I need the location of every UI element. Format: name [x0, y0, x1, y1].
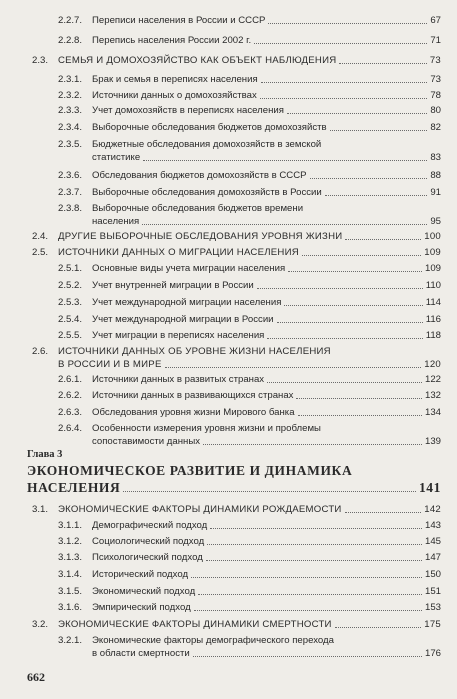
- section-title: [92, 585, 441, 598]
- section-title-last-line: [92, 215, 441, 228]
- section-title-line: в области смертности: [92, 648, 190, 659]
- page-number: 134: [424, 407, 441, 418]
- section-title: [92, 121, 441, 134]
- section-title-last-line: [92, 151, 441, 164]
- section-title: [92, 202, 441, 228]
- section-title-last-line: [92, 601, 441, 614]
- section-title-last-line: [92, 568, 441, 581]
- section-number: 2.5.: [32, 247, 49, 258]
- page-number: 73: [429, 55, 441, 66]
- section-title-line: статистике: [92, 152, 141, 163]
- dot-leader: [287, 113, 427, 114]
- section-title: [92, 186, 441, 199]
- page-number: 153: [424, 602, 441, 613]
- section-title-line: Бюджетные обследования домохозяйств в земской: [92, 139, 322, 150]
- dot-leader: [277, 322, 423, 323]
- dot-leader: [210, 528, 422, 529]
- section-title: [92, 601, 441, 614]
- section-title-last-line: [92, 329, 441, 342]
- dot-leader: [191, 577, 422, 578]
- section-title-line: Экономический подход: [92, 586, 196, 597]
- dot-leader: [267, 338, 422, 339]
- section-title-last-line: [92, 89, 441, 102]
- section-title-line: Обследования бюджетов домохозяйств в СССР: [92, 170, 307, 181]
- section-number: 3.1.2.: [58, 536, 83, 547]
- page-number: 67: [430, 15, 441, 26]
- page-number: 139: [424, 436, 441, 447]
- section-number: 2.5.2.: [58, 280, 83, 291]
- section-title-line: ЭКОНОМИЧЕСКИЕ ФАКТОРЫ ДИНАМИКИ РОЖДАЕМОСТИ: [58, 504, 342, 515]
- section-title-last-line: [92, 535, 441, 548]
- dot-leader: [310, 178, 428, 179]
- section-number: 3.2.1.: [58, 635, 83, 646]
- section-title: [92, 634, 441, 660]
- dot-leader: [302, 255, 421, 256]
- section-title-line: Социологический подход: [92, 536, 205, 547]
- section-number: 2.3.: [32, 55, 49, 66]
- page-number: 143: [424, 520, 441, 531]
- section-number: 3.1.6.: [58, 602, 83, 613]
- section-title-line: ДРУГИЕ ВЫБОРОЧНЫЕ ОБСЛЕДОВАНИЯ УРОВНЯ ЖИЗНИ: [58, 231, 343, 242]
- section-number: 3.1.: [32, 504, 49, 515]
- section-number: 2.3.2.: [58, 90, 83, 101]
- section-number: 2.2.7.: [58, 15, 83, 26]
- section-title-last-line: [92, 389, 441, 402]
- page-number: 71: [430, 35, 441, 46]
- section-title: [92, 329, 441, 342]
- page-number: 95: [430, 216, 441, 227]
- section-title-last-line: [58, 503, 441, 516]
- dot-leader: [257, 288, 423, 289]
- section-title-line: Основные виды учета миграции населения: [92, 263, 286, 274]
- section-number: 2.5.3.: [58, 297, 83, 308]
- section-title: [58, 618, 441, 631]
- section-title-line: Психологический подход: [92, 552, 203, 563]
- dot-leader: [345, 239, 421, 240]
- section-title-last-line: [92, 186, 441, 199]
- page-number: 83: [430, 152, 441, 163]
- section-title-line: Учет домохозяйств в переписях населения: [92, 105, 284, 116]
- dot-leader: [267, 382, 422, 383]
- section-title-line: Выборочные обследования домохозяйств в России: [92, 187, 322, 198]
- section-title-last-line: [58, 54, 441, 67]
- section-number: 2.6.3.: [58, 407, 83, 418]
- section-title-line: Учет международной миграции в России: [92, 314, 274, 325]
- chapter-page-number: 141: [418, 480, 441, 495]
- section-number: 2.6.1.: [58, 374, 83, 385]
- section-title-last-line: [92, 121, 441, 134]
- dot-leader: [194, 610, 422, 611]
- section-title: [58, 503, 441, 516]
- dot-leader: [260, 98, 428, 99]
- page-number: 118: [425, 330, 441, 341]
- page-number: 142: [424, 504, 441, 515]
- page-number: 78: [430, 90, 441, 101]
- dot-leader: [335, 627, 422, 628]
- section-number: 2.3.1.: [58, 74, 83, 85]
- page-number: 132: [424, 390, 441, 401]
- section-title-last-line: [92, 435, 441, 448]
- page-number: 176: [424, 648, 441, 659]
- section-title-line: Перепись населения России 2002 г.: [92, 35, 252, 46]
- section-title: [92, 313, 441, 326]
- section-title-line: Переписи населения в России и СССР: [92, 15, 266, 26]
- section-number: 2.3.3.: [58, 105, 83, 116]
- page-number: 114: [425, 297, 441, 308]
- section-title-last-line: [58, 230, 441, 243]
- dot-leader: [339, 63, 426, 64]
- section-title-last-line: [92, 519, 441, 532]
- section-title-line: ИСТОЧНИКИ ДАННЫХ ОБ УРОВНЕ ЖИЗНИ НАСЕЛЕНИЯ: [58, 346, 331, 357]
- section-number: 3.1.3.: [58, 552, 83, 563]
- section-title-line: Учет миграции в переписях населения: [92, 330, 265, 341]
- page-number: 116: [425, 314, 441, 325]
- dot-leader: [325, 195, 428, 196]
- section-title: [92, 296, 441, 309]
- section-title-line: В РОССИИ И В МИРЕ: [58, 359, 162, 370]
- section-title: [92, 138, 441, 164]
- page-number: 109: [424, 247, 441, 258]
- section-title: [92, 519, 441, 532]
- section-title-line: Выборочные обследования бюджетов домохозяйств: [92, 122, 327, 133]
- dot-leader: [206, 560, 422, 561]
- dot-leader: [330, 130, 428, 131]
- section-number: 2.6.2.: [58, 390, 83, 401]
- dot-leader: [143, 160, 427, 161]
- dot-leader: [261, 82, 428, 83]
- section-number: 3.1.4.: [58, 569, 83, 580]
- section-title-line: Особенности измерения уровня жизни и проблемы: [92, 423, 321, 434]
- page-number: 110: [425, 280, 441, 291]
- section-title-line: Выборочные обследования бюджетов времени: [92, 203, 304, 214]
- section-number: 2.6.4.: [58, 423, 83, 434]
- section-title-last-line: [92, 14, 441, 27]
- section-title: [92, 89, 441, 102]
- section-title-line: Учет внутренней миграции в России: [92, 280, 254, 291]
- section-title-line: Источники данных о домохозяйствах: [92, 90, 257, 101]
- dot-leader: [123, 491, 416, 492]
- section-title-last-line: [92, 313, 441, 326]
- section-title: [92, 279, 441, 292]
- page-number: 73: [430, 74, 441, 85]
- chapter-title-line-1: ЭКОНОМИЧЕСКОЕ РАЗВИТИЕ И ДИНАМИКА: [27, 463, 353, 478]
- section-number: 2.5.1.: [58, 263, 83, 274]
- section-title-last-line: [92, 296, 441, 309]
- section-title-line: населения: [92, 216, 140, 227]
- section-title-last-line: [58, 246, 441, 259]
- section-title-last-line: [92, 373, 441, 386]
- section-title: [92, 389, 441, 402]
- section-number: 2.5.5.: [58, 330, 83, 341]
- section-number: 3.1.1.: [58, 520, 83, 531]
- dot-leader: [345, 512, 422, 513]
- section-title-last-line: [92, 262, 441, 275]
- section-title: [92, 73, 441, 86]
- section-title-last-line: [92, 279, 441, 292]
- dot-leader: [298, 415, 422, 416]
- section-title-line: Источники данных в развитых странах: [92, 374, 265, 385]
- section-title-line: Брак и семья в переписях населения: [92, 74, 258, 85]
- dot-leader: [268, 23, 427, 24]
- section-title: [92, 406, 441, 419]
- section-number: 2.3.8.: [58, 203, 83, 214]
- chapter-title-last-line: [27, 479, 441, 496]
- dot-leader: [203, 444, 422, 445]
- dot-leader: [284, 305, 422, 306]
- section-title-line: Исторический подход: [92, 569, 189, 580]
- dot-leader: [193, 656, 422, 657]
- section-title-last-line: [58, 618, 441, 631]
- section-title: [92, 14, 441, 27]
- page-number: 80: [430, 105, 441, 116]
- page-number: 175: [424, 619, 441, 630]
- section-title: [92, 373, 441, 386]
- section-number: 2.3.7.: [58, 187, 83, 198]
- section-number: 2.3.4.: [58, 122, 83, 133]
- section-title-line: сопоставимости данных: [92, 436, 201, 447]
- section-title-line: СЕМЬЯ И ДОМОХОЗЯЙСТВО КАК ОБЪЕКТ НАБЛЮДЕНИЯ: [58, 55, 337, 66]
- dot-leader: [254, 43, 427, 44]
- page-number: 120: [424, 359, 441, 370]
- section-title-last-line: [92, 169, 441, 182]
- dot-leader: [198, 594, 422, 595]
- section-title: [58, 230, 441, 243]
- section-number: 2.3.6.: [58, 170, 83, 181]
- section-title: [92, 262, 441, 275]
- dot-leader: [207, 544, 422, 545]
- section-number: 3.1.5.: [58, 586, 83, 597]
- section-title-line: Источники данных в развивающихся странах: [92, 390, 294, 401]
- section-title-last-line: [92, 551, 441, 564]
- page-number: 109: [424, 263, 441, 274]
- page-number: 88: [430, 170, 441, 181]
- section-title: [92, 535, 441, 548]
- section-title: [58, 246, 441, 259]
- section-number: 3.2.: [32, 619, 49, 630]
- section-title: [92, 34, 441, 47]
- dot-leader: [288, 271, 422, 272]
- section-title-last-line: [92, 73, 441, 86]
- section-number: 2.6.: [32, 346, 49, 357]
- section-title-last-line: [58, 358, 441, 371]
- section-title-line: Эмпирический подход: [92, 602, 191, 613]
- section-title: [92, 551, 441, 564]
- section-title: [58, 54, 441, 67]
- page-number: 82: [430, 122, 441, 133]
- section-title-line: Экономические факторы демографического перехода: [92, 635, 334, 646]
- section-number: 2.4.: [32, 231, 49, 242]
- page-number: 122: [424, 374, 441, 385]
- page-number: 145: [424, 536, 441, 547]
- section-title-last-line: [92, 406, 441, 419]
- dot-leader: [165, 367, 422, 368]
- section-number: 2.5.4.: [58, 314, 83, 325]
- chapter-title-line-2: НАСЕЛЕНИЯ: [27, 480, 121, 495]
- chapter-title: [27, 462, 441, 496]
- section-title: [92, 422, 441, 448]
- section-title-last-line: [92, 585, 441, 598]
- page-number: 150: [424, 569, 441, 580]
- section-title: [58, 345, 441, 371]
- dot-leader: [296, 398, 422, 399]
- section-number: 2.3.5.: [58, 139, 83, 150]
- page-folio: 662: [27, 670, 45, 684]
- page-number: 100: [424, 231, 441, 242]
- section-title-last-line: [92, 647, 441, 660]
- page-number: 151: [424, 586, 441, 597]
- dot-leader: [142, 224, 427, 225]
- section-title: [92, 169, 441, 182]
- section-title: [92, 104, 441, 117]
- section-title-line: Обследования уровня жизни Мирового банка: [92, 407, 295, 418]
- section-title-last-line: [92, 104, 441, 117]
- section-title-line: Демографический подход: [92, 520, 208, 531]
- section-title: [92, 568, 441, 581]
- section-title-line: ЭКОНОМИЧЕСКИЕ ФАКТОРЫ ДИНАМИКИ СМЕРТНОСТИ: [58, 619, 332, 630]
- section-title-line: ИСТОЧНИКИ ДАННЫХ О МИГРАЦИИ НАСЕЛЕНИЯ: [58, 247, 299, 258]
- section-number: 2.2.8.: [58, 35, 83, 46]
- section-title-last-line: [92, 34, 441, 47]
- section-title-line: Учет международной миграции населения: [92, 297, 282, 308]
- chapter-label: Глава 3: [27, 449, 63, 460]
- page-number: 147: [424, 552, 441, 563]
- page-number: 91: [430, 187, 441, 198]
